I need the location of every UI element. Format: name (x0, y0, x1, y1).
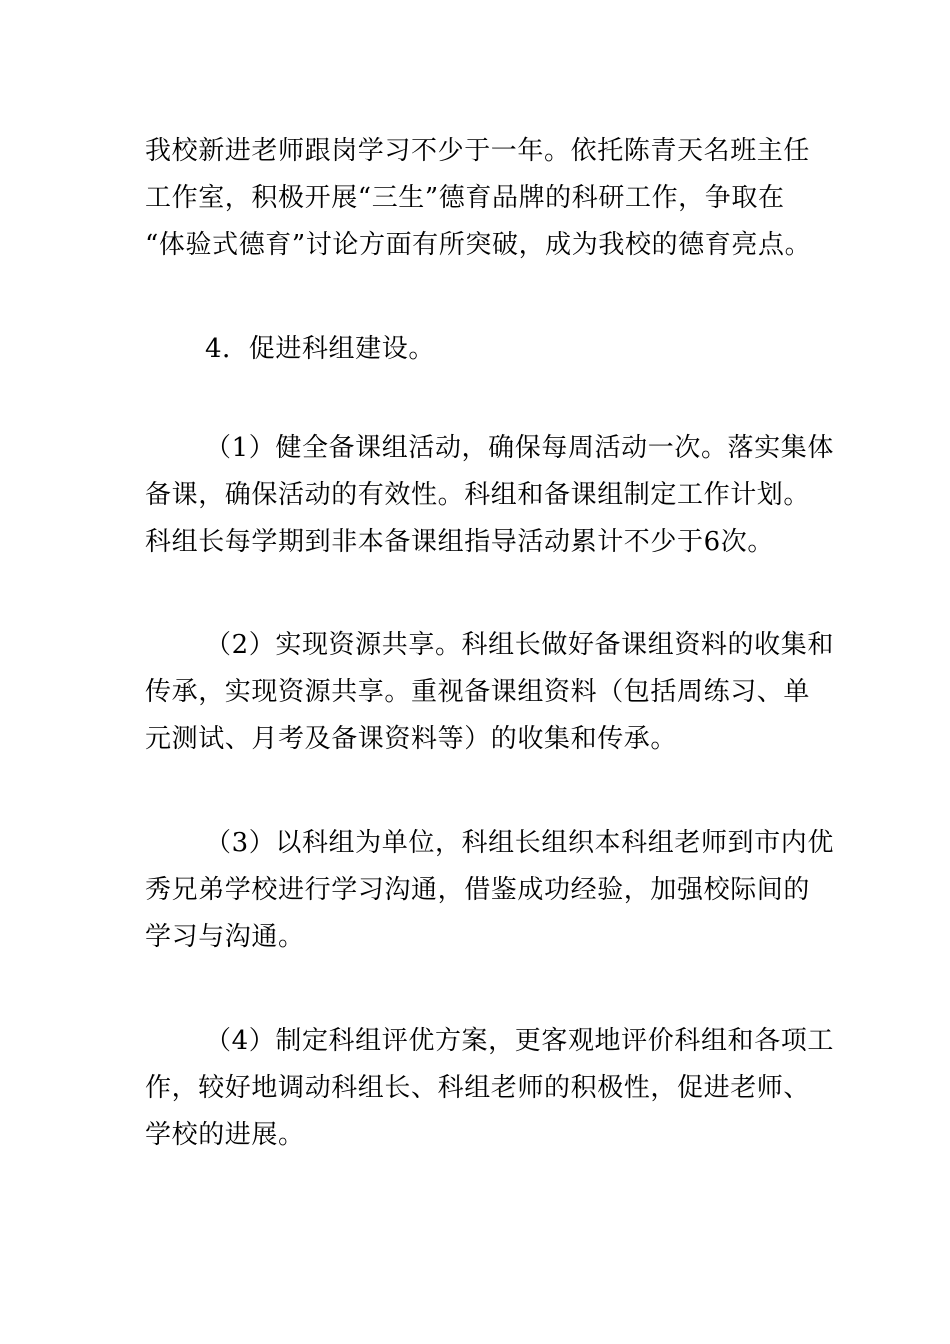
text-line: 学习与沟通。 (145, 922, 305, 952)
paragraph-item-3 (145, 820, 834, 961)
text-line: 学校的进展。 (145, 1120, 305, 1150)
paragraph-teacher-training (145, 128, 815, 269)
text-line: 传承，实现资源共享。重视备课组资料（包括周练习、单 (145, 677, 811, 707)
text-line: 我校新进老师跟岗学习不少于一年。依托陈青天名班主任 (145, 136, 811, 166)
text-line: （2）实现资源共享。科组长做好备课组资料的收集和 (205, 630, 834, 660)
text-line: 元测试、月考及备课资料等）的收集和传承。 (145, 724, 678, 754)
text-line: 科组长每学期到非本备课组指导活动累计不少于6次。 (145, 527, 774, 557)
text-line: （3）以科组为单位，科组长组织本科组老师到市内优 (205, 828, 834, 858)
text-line: 工作室，积极开展“三生”德育品牌的科研工作，争取在 (145, 183, 785, 213)
section-heading-4 (145, 326, 815, 373)
text-line: 备课，确保活动的有效性。科组和备课组制定工作计划。 (145, 480, 811, 510)
paragraph-item-2 (145, 622, 834, 763)
text-line: 作，较好地调动科组长、科组老师的积极性，促进老师、 (145, 1073, 811, 1103)
text-line: 秀兄弟学校进行学习沟通，借鉴成功经验，加强校际间的 (145, 875, 811, 905)
text-line: （4）制定科组评优方案，更客观地评价科组和各项工 (205, 1026, 834, 1056)
heading-text: 4．促进科组建设。 (205, 334, 435, 364)
text-line: “体验式德育”讨论方面有所突破，成为我校的德育亮点。 (145, 230, 812, 260)
paragraph-item-1 (145, 425, 834, 566)
text-line: （1）健全备课组活动，确保每周活动一次。落实集体 (205, 433, 834, 463)
paragraph-item-4 (145, 1018, 834, 1159)
